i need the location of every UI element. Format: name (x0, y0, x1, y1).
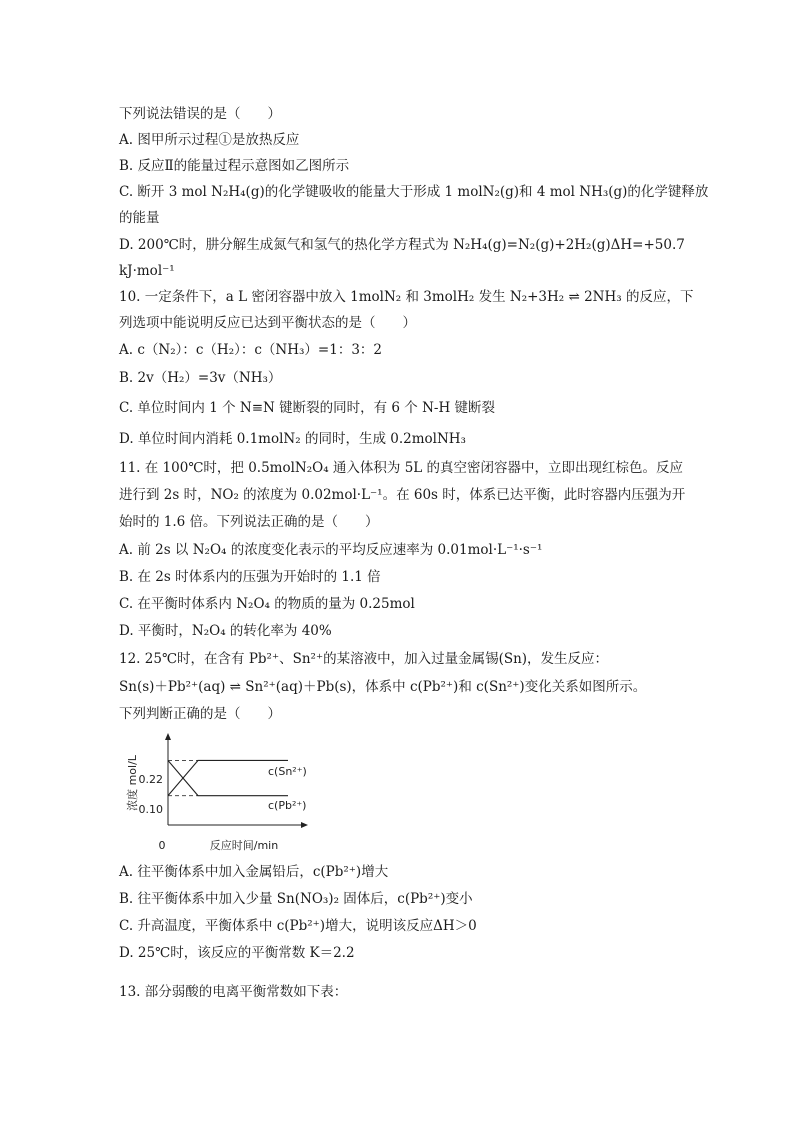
question-9-option-c-cont: 的能量 (119, 210, 160, 226)
question-9-option-a: A. 图甲所示过程①是放热反应 (119, 132, 300, 148)
question-12-stem: 12. 25℃时，在含有 Pb²⁺、Sn²⁺的某溶液中，加入过量金属锡(Sn)，发生反应： (119, 651, 609, 667)
question-11-stem: 11. 在 100℃时，把 0.5molN₂O₄ 通入体积为 5L 的真空密闭容器中，立即出现红棕色。反应 (119, 460, 684, 476)
question-10-option-b: B. 2v（H₂）=3v（NH₃） (119, 370, 282, 386)
question-10-stem-cont: 列选项中能说明反应已达到平衡状态的是（ ） (119, 315, 416, 331)
question-11-stem-cont2: 始时的 1.6 倍。下列说法正确的是（ ） (119, 514, 379, 530)
x-axis-label: 反应时间/min (209, 839, 279, 852)
question-11-option-b: B. 在 2s 时体系内的压强为开始时的 1.1 倍 (119, 569, 381, 585)
question-12-option-b: B. 往平衡体系中加入少量 Sn(NO₃)₂ 固体后，c(Pb²⁺)变小 (119, 891, 473, 907)
question-10-option-d: D. 单位时间内消耗 0.1molN₂ 的同时，生成 0.2molNH₃ (119, 431, 466, 447)
question-11-stem-cont: 进行到 2s 时，NO₂ 的浓度为 0.02mol·L⁻¹。在 60s 时，体系已达平衡，此时容器内压强为开 (119, 487, 686, 503)
origin-label: 0 (158, 839, 166, 852)
question-13-stem: 13. 部分弱酸的电离平衡常数如下表： (119, 984, 348, 1000)
question-9-option-c: C. 断开 3 mol N₂H₄(g)的化学键吸收的能量大于形成 1 molN₂(g)和 4 mol NH₃(g)的化学键释放 (119, 184, 709, 200)
question-12-reaction: Sn(s)＋Pb²⁺(aq) ⇌ Sn²⁺(aq)＋Pb(s)，体系中 c(Pb²⁺)和 c(Sn²⁺)变化关系如图所示。 (119, 679, 647, 695)
chart-axes (165, 733, 308, 828)
y-axis-label: 浓度 mol/L (126, 755, 139, 811)
y-axis-arrow (165, 733, 171, 740)
question-10-option-a: A. c（N₂）：c（H₂）：c（NH₃）=1：3：2 (119, 342, 382, 358)
question-9-option-d: D. 200℃时，肼分解生成氮气和氢气的热化学方程式为 N₂H₄(g)=N₂(g)+2H₂(g)ΔH=+50.7 (119, 237, 685, 253)
question-11-option-c: C. 在平衡时体系内 N₂O₄ 的物质的量为 0.25mol (119, 596, 415, 612)
question-12-option-d: D. 25℃时，该反应的平衡常数 K＝2.2 (119, 945, 355, 961)
series-label-sn: c(Sn²⁺) (268, 765, 307, 778)
question-12-option-a: A. 往平衡体系中加入金属铅后，c(Pb²⁺)增大 (119, 864, 389, 880)
y-tick-label-0-10: 0.10 (138, 803, 163, 816)
question-11-option-a: A. 前 2s 以 N₂O₄ 的浓度变化表示的平均反应速率为 0.01mol·L⁻¹·s⁻¹ (119, 542, 543, 558)
question-10-stem: 10. 一定条件下，a L 密闭容器中放入 1molN₂ 和 3molH₂ 发生 N₂+3H₂ ⇌ 2NH₃ 的反应，下 (119, 289, 694, 305)
concentration-time-chart (118, 731, 328, 857)
question-12-option-c: C. 升高温度，平衡体系中 c(Pb²⁺)增大，说明该反应ΔH＞0 (119, 918, 477, 934)
question-12-stem-cont: 下列判断正确的是（ ） (119, 706, 281, 722)
question-9-option-b: B. 反应Ⅱ的能量过程示意图如乙图所示 (119, 158, 350, 174)
x-axis-arrow (301, 822, 308, 828)
question-9-option-d-cont: kJ·mol⁻¹ (119, 263, 175, 279)
y-tick-label-0-22: 0.22 (138, 773, 163, 786)
question-10-option-c: C. 单位时间内 1 个 N≡N 键断裂的同时，有 6 个 N-H 键断裂 (119, 400, 496, 416)
question-11-option-d: D. 平衡时，N₂O₄ 的转化率为 40% (119, 623, 332, 639)
question-9-stem: 下列说法错误的是（ ） (119, 106, 281, 122)
series-label-pb: c(Pb²⁺) (268, 799, 307, 812)
